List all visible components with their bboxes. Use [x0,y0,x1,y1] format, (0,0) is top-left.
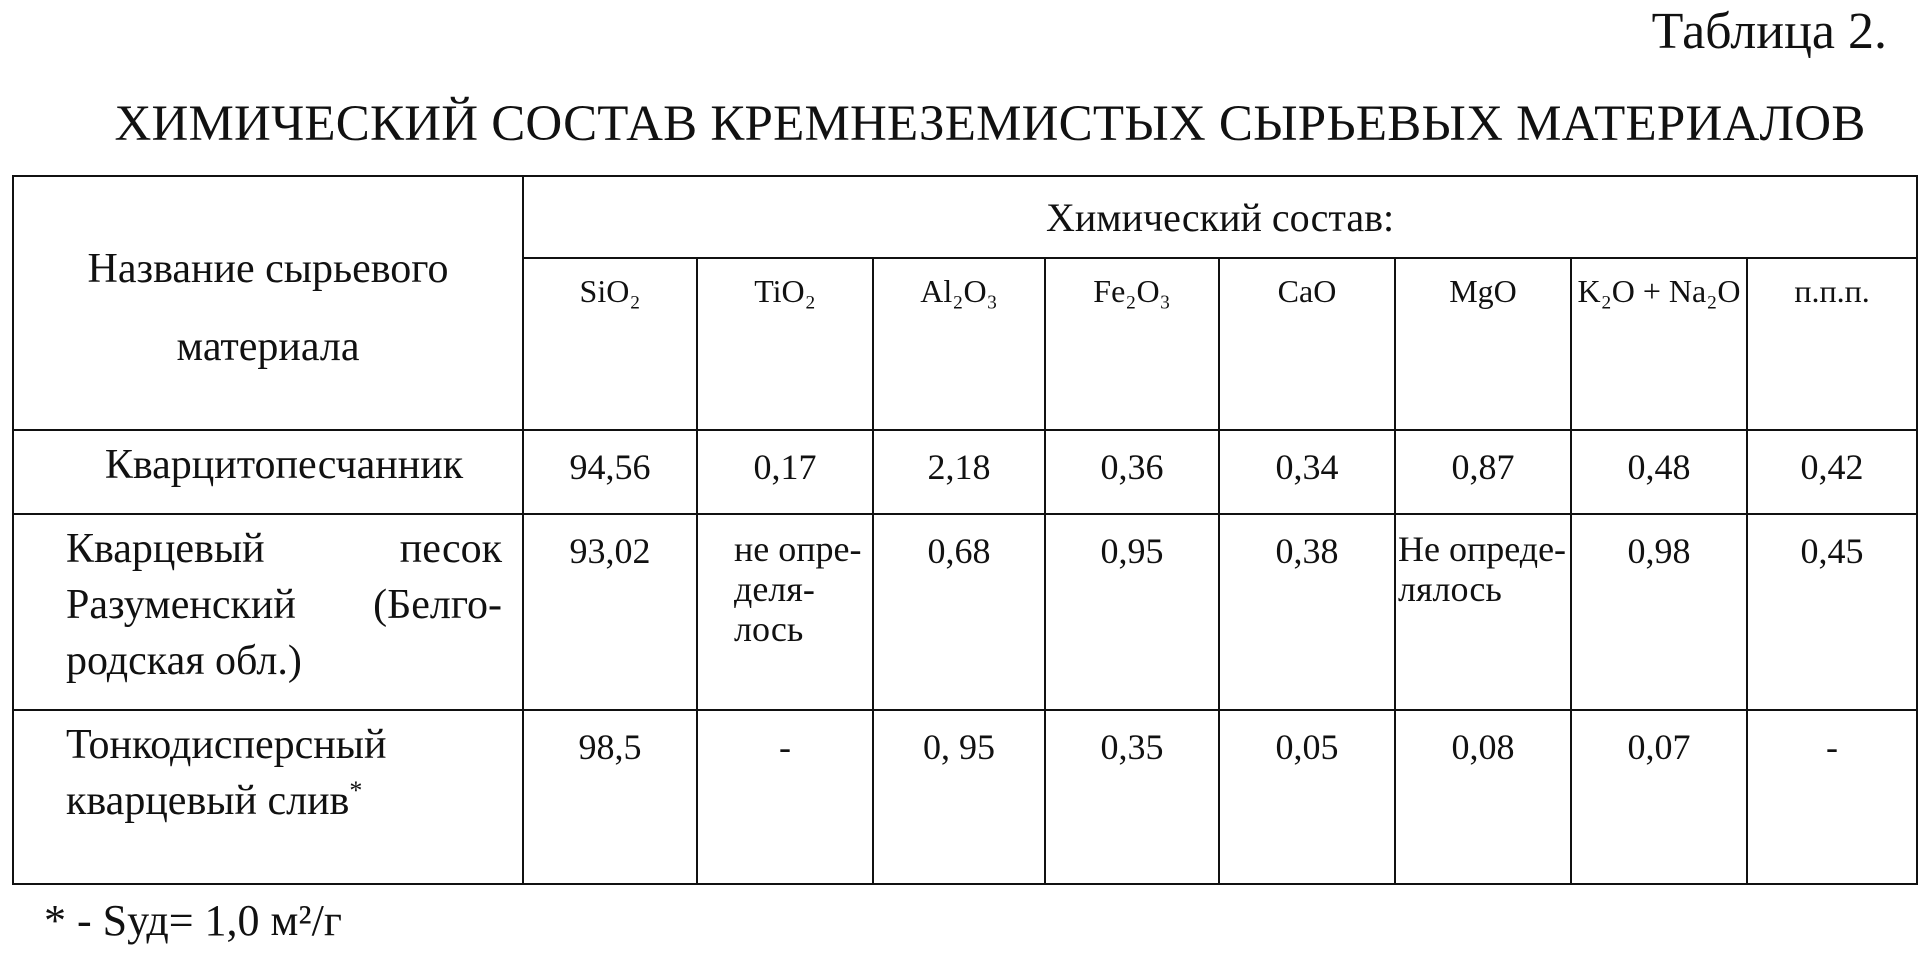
header-sio2: SiO₂ [523,258,697,430]
header-al2o3: Al₂O₃ [873,258,1045,430]
cell-al2o3: 0, 95 [873,710,1045,884]
footnote-mark: * [349,776,363,805]
header-ppp: п.п.п. [1747,258,1917,430]
cell-ppp: 0,45 [1747,514,1917,710]
cell-tio2: - [697,710,873,884]
row-material-name: Кварцитопесчанник [13,430,523,514]
cell-tio2: 0,17 [697,430,873,514]
row-material-name [13,710,523,884]
cell-ppp: - [1747,710,1917,884]
cell-tio2: не опре-деля-лось [697,514,873,710]
cell-sio2: 98,5 [523,710,697,884]
header-material-name: Название сырьевого материала [13,176,523,430]
chemical-composition-table [12,175,1918,885]
cell-k2o-na2o: 0,48 [1571,430,1747,514]
cell-k2o-na2o: 0,98 [1571,514,1747,710]
table-row [13,430,1917,514]
cell-mgo: 0,87 [1395,430,1571,514]
header-mgo: MgO [1395,258,1571,430]
cell-fe2o3: 0,95 [1045,514,1219,710]
table-row [13,514,1917,710]
row-material-name: Кварцевый песок Разуменский (Белго-родская обл.) [13,514,523,710]
table-row [13,710,1917,884]
cell-mgo: 0,08 [1395,710,1571,884]
cell-al2o3: 2,18 [873,430,1045,514]
table-number: Таблица 2. [1651,3,1887,60]
header-tio2: TiO₂ [697,258,873,430]
cell-cao: 0,38 [1219,514,1395,710]
cell-cao: 0,05 [1219,710,1395,884]
header-fe2o3: Fe₂O₃ [1045,258,1219,430]
row-material-name-text: Тонкодисперсный кварцевый слив [66,722,387,824]
header-cao: CaO [1219,258,1395,430]
cell-sio2: 94,56 [523,430,697,514]
header-k2o-na2o: K₂O + Na₂O [1571,258,1747,430]
cell-fe2o3: 0,36 [1045,430,1219,514]
cell-cao: 0,34 [1219,430,1395,514]
cell-sio2: 93,02 [523,514,697,710]
header-chemical-composition: Химический состав: [523,176,1917,258]
cell-fe2o3: 0,35 [1045,710,1219,884]
table-title: ХИМИЧЕСКИЙ СОСТАВ КРЕМНЕЗЕМИСТЫХ СЫРЬЕВЫХ МАТЕРИАЛОВ [114,96,1866,152]
cell-ppp: 0,42 [1747,430,1917,514]
cell-al2o3: 0,68 [873,514,1045,710]
cell-mgo: Не опреде-лялось [1395,514,1571,710]
cell-k2o-na2o: 0,07 [1571,710,1747,884]
footnote: * - Sуд= 1,0 м²/г [44,896,342,945]
